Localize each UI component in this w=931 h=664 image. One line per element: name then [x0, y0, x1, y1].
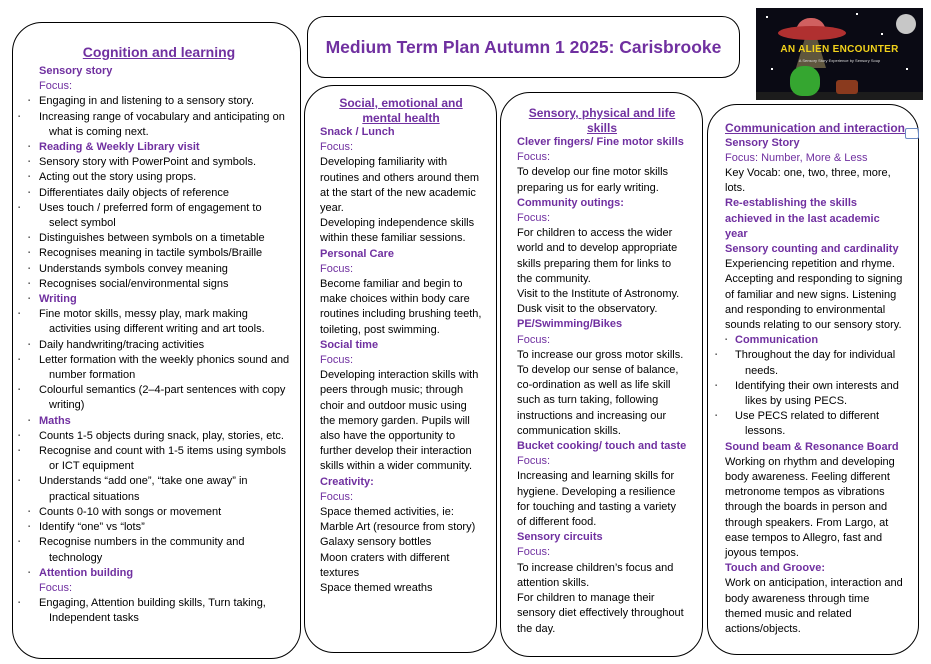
sensory-circuits-heading: Sensory circuits	[517, 531, 603, 544]
writing-heading: ▪ Writing	[28, 292, 290, 307]
list-item: ▪ Letter formation with the weekly phonics sound and number formation	[28, 353, 290, 383]
creativity-line: Space themed wreaths	[320, 582, 433, 595]
communication-heading: Communication and interaction	[725, 121, 906, 135]
touch-groove-text: Work on anticipation, interaction and body awareness through time themed music and related actions/objects.	[725, 577, 903, 635]
snack-text: Developing familiarity with routines and others around them at the start of the new academic year.	[320, 156, 479, 215]
focus-label: Focus:	[517, 455, 551, 468]
community-outings-heading: Community outings:	[517, 196, 624, 209]
focus-label: Focus:	[517, 546, 551, 559]
cognition-heading: Cognition and learning	[82, 44, 236, 60]
communication-list	[725, 348, 905, 439]
alien-encounter-logo	[756, 8, 923, 100]
focus-label: Focus:	[517, 151, 551, 164]
ufo-icon	[778, 26, 846, 40]
maths-list	[28, 429, 290, 566]
community-outings-text: For children to access the wider world and to develop appropriate skills preparing them for links to the community.	[517, 227, 678, 285]
personal-care-text: Become familiar and begin to make choices within body care routines including brushing teeth, toileting, post swimming.	[320, 278, 482, 336]
focus-label: Focus:	[320, 490, 354, 503]
list-item: ▪ Recognise numbers in the community and technology	[28, 535, 290, 565]
list-item: ▪ Distinguishes between symbols on a timetable	[28, 231, 290, 246]
list-item: ▪ Recognise and count with 1-5 items using symbols or ICT equipment	[28, 444, 290, 474]
list-item: ▪ Counts 1-5 objects during snack, play, stories, etc.	[28, 429, 290, 444]
list-item: ▪ Throughout the day for individual needs.	[725, 348, 905, 378]
focus-label: Focus: Number, More & Less	[725, 151, 868, 164]
social-time-heading: Social time	[320, 338, 379, 351]
list-item: ▪ Recognises social/environmental signs	[28, 277, 290, 292]
attention-list	[28, 596, 290, 626]
social-time-text: Developing interaction skills with peers through music; through choir and outdoor music using the memory garden. Pupils will also have the opportunity to further develop their interaction skills within a wider community.	[320, 369, 479, 473]
list-item: ▪ Engaging, Attention building skills, Turn taking, Independent tasks	[28, 596, 290, 626]
sensory-column	[517, 106, 687, 637]
writing-list	[28, 307, 290, 413]
list-item: ▪ Understands symbols convey meaning	[28, 262, 290, 277]
cognition-column	[28, 44, 290, 627]
list-item: ▪ Increasing range of vocabulary and anticipating on what is coming next.	[28, 110, 290, 140]
focus-label: Focus:	[517, 333, 551, 346]
focus-label: Focus:	[39, 80, 73, 93]
comment-icon[interactable]	[905, 128, 919, 139]
alien-icon	[790, 66, 820, 96]
pe-text: To increase our gross motor skills. To develop our sense of balance, co-ordination as well as life skill such as turn taking, following instructions and increasing our communication skills.	[517, 348, 684, 437]
list-item: ▪ Counts 0-10 with songs or movement	[28, 505, 290, 520]
communication-subheading: ▪ Communication	[725, 333, 905, 348]
list-item: ▪ Recognises meaning in tactile symbols/Braille	[28, 246, 290, 261]
logo-subtitle: A Sensory Story Experience by Sensory Soup	[798, 58, 881, 63]
counting-text: Experiencing repetition and rhyme. Accepting and responding to signing of familiar and new signs. Listening and responding to environmental sounds relating to our sensory story.	[725, 258, 903, 331]
sensory-heading: Sensory, physical and life skills	[528, 106, 676, 135]
community-outings-text-2: Visit to the Institute of Astronomy. Dusk visit to the observatory.	[517, 288, 680, 316]
bucket-cooking-heading: Bucket cooking/ touch and taste	[517, 440, 687, 453]
sensory-story-heading: Sensory story	[39, 65, 113, 77]
touch-groove-heading: Touch and Groove:	[725, 562, 826, 575]
creativity-line: Galaxy sensory bottles	[320, 536, 432, 549]
list-item: ▪ Fine motor skills, messy play, mark making activities using different writing and art tools.	[28, 307, 290, 337]
reestablish-heading: Re-establishing the skills achieved in the last academic year	[725, 197, 880, 240]
list-item: ▪ Colourful semantics (2–4-part sentences with copy writing)	[28, 383, 290, 413]
creativity-line: Moon craters with different textures	[320, 551, 450, 579]
moon-icon	[896, 14, 916, 34]
sensory-circuits-text-2: For children to manage their sensory diet effectively throughout the day.	[517, 592, 684, 635]
sensory-story-list	[28, 94, 290, 140]
snack-heading: Snack / Lunch	[320, 126, 395, 138]
list-item: ▪ Uses touch / preferred form of engagement to select symbol	[28, 201, 290, 231]
pe-heading: PE/Swimming/Bikes	[517, 318, 623, 331]
list-item: ▪ Identify “one” vs “lots”	[28, 520, 290, 535]
focus-label: Focus:	[320, 262, 354, 275]
creativity-heading: Creativity:	[320, 475, 374, 488]
reading-list	[28, 155, 290, 292]
list-item: ▪ Identifying their own interests and likes by using PECS.	[725, 379, 905, 409]
personal-care-heading: Personal Care	[320, 247, 394, 260]
creativity-line: Space themed activities, ie:	[320, 506, 454, 519]
focus-label: Focus:	[39, 581, 73, 594]
list-item: ▪ Differentiates daily objects of reference	[28, 186, 290, 201]
list-item: ▪ Acting out the story using props.	[28, 170, 290, 185]
title-box	[307, 16, 740, 78]
social-heading: Social, emotional and mental health	[339, 96, 463, 125]
social-column	[320, 96, 482, 596]
list-item: ▪ Sensory story with PowerPoint and symbols.	[28, 155, 290, 170]
logo-title: AN ALIEN ENCOUNTER	[780, 44, 899, 55]
focus-label: Focus:	[320, 354, 354, 367]
page-title: Medium Term Plan Autumn 1 2025: Carisbrooke	[325, 36, 722, 57]
list-item: ▪ Daily handwriting/tracing activities	[28, 338, 290, 353]
attention-heading: ▪ Attention building	[28, 566, 290, 581]
sensory-story-heading: Sensory Story	[725, 136, 800, 149]
list-item: ▪ Understands “add one”, “take one away” in practical situations	[28, 474, 290, 504]
sound-beam-heading: Sound beam & Resonance Board	[725, 440, 899, 453]
focus-label: Focus:	[320, 141, 354, 154]
snack-text-2: Developing independence skills within these familiar sessions.	[320, 217, 475, 245]
creativity-line: Marble Art (resource from story)	[320, 521, 476, 534]
list-item: ▪ Engaging in and listening to a sensory story.	[28, 94, 290, 109]
fine-motor-text: To develop our fine motor skills preparing us for early writing.	[517, 166, 669, 194]
sound-beam-text: Working on rhythm and developing body awareness. Feeling different metronome tempos as vibrations through the boards in person and through speakers. From Largo, at ease tempos to Allegro, fast and joyous tempos.	[725, 455, 895, 559]
maths-heading: ▪ Maths	[28, 414, 290, 429]
key-vocab-text: Key Vocab: one, two, three, more, lots.	[725, 166, 891, 195]
communication-column	[725, 121, 905, 637]
list-item: ▪ Use PECS related to different lessons.	[725, 409, 905, 439]
fine-motor-heading: Clever fingers/ Fine motor skills	[517, 136, 684, 148]
treasure-chest-icon	[836, 80, 858, 94]
focus-label: Focus:	[517, 212, 551, 225]
reading-heading: ▪ Reading & Weekly Library visit	[28, 140, 290, 155]
counting-heading: Sensory counting and cardinality	[725, 242, 899, 255]
sensory-circuits-text: To increase children’s focus and attention skills.	[517, 561, 674, 589]
bucket-cooking-text: Increasing and learning skills for hygiene. Developing a resilience for touching and tasting a variety of different food.	[517, 470, 676, 529]
